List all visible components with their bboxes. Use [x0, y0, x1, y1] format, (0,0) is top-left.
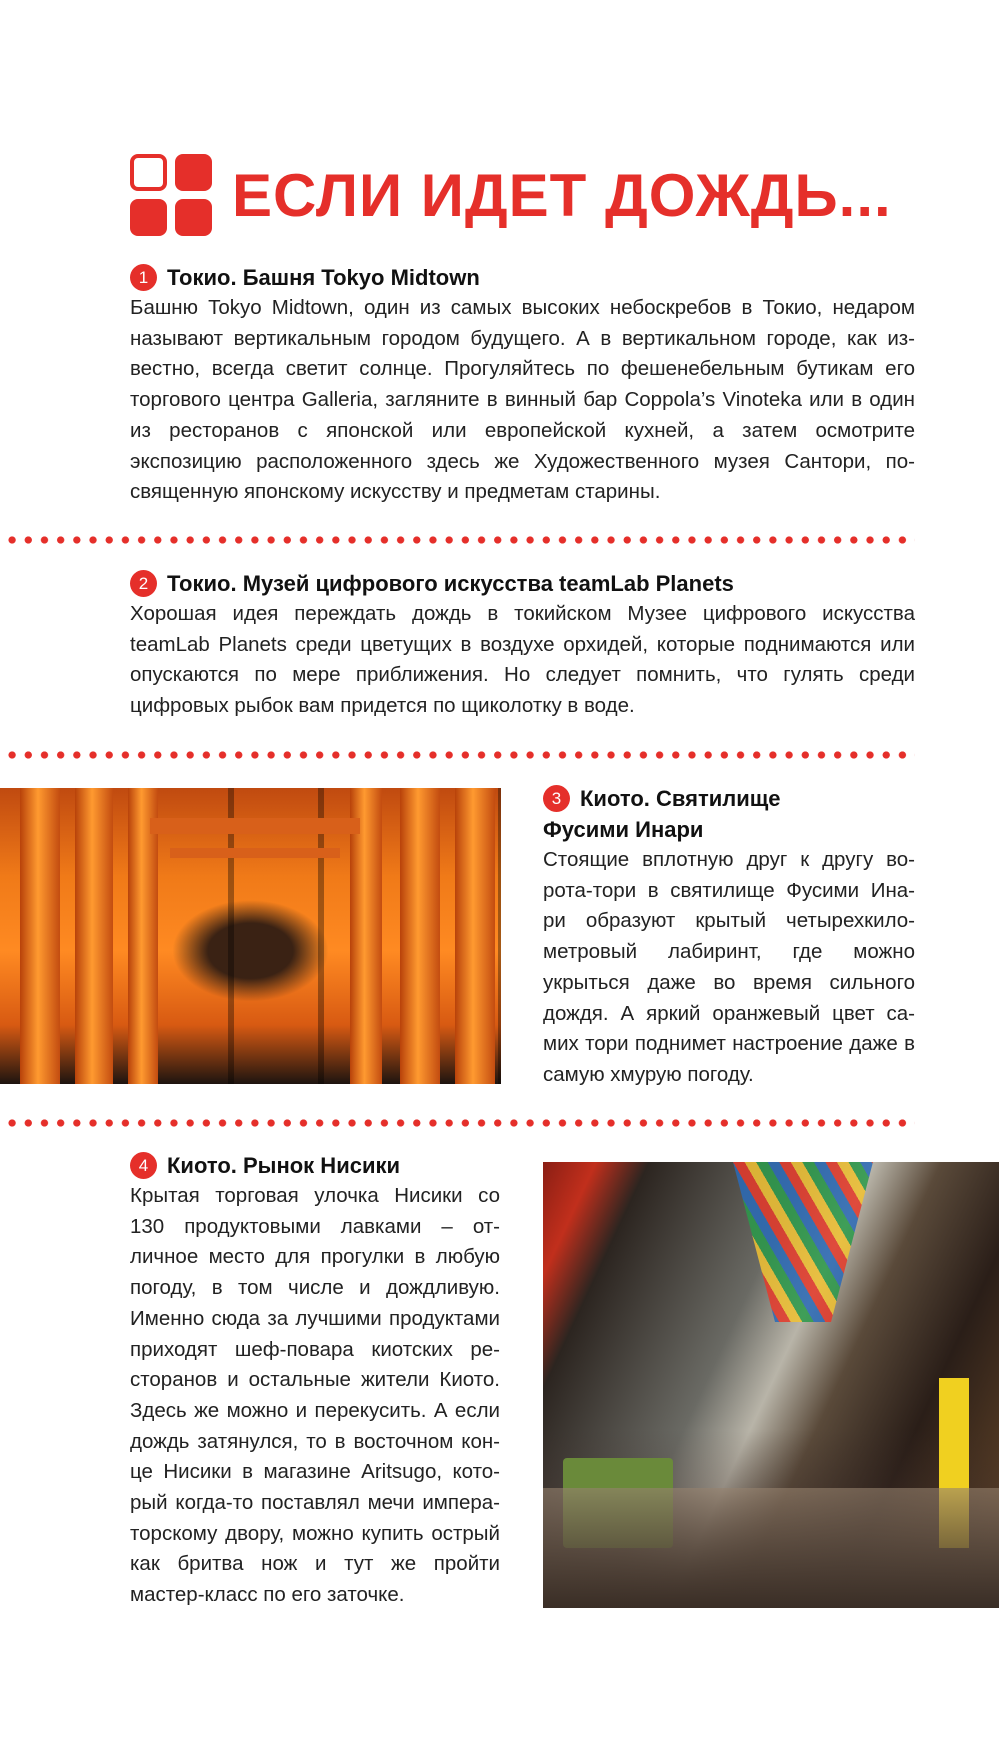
heading-text: Токио. Музей цифрового искусства teamLab Planets: [167, 571, 734, 596]
section-2: [130, 568, 915, 722]
section-1: [130, 262, 915, 508]
section-text: Стоящие вплотную друг к другу во- рота-тори в святилище Фусими Ина- ри образуют крытый четырехкило- метровый лабиринт, где можно укрыться даже во время сильного дождя. А яркий оранжевый цвет са- мих тори поднимет настроение даже в самую хмурую погоду.: [543, 848, 915, 1086]
section-heading: [130, 262, 915, 293]
section-heading: [130, 568, 915, 599]
heading-text: Киото. Рынок Нисики: [167, 1153, 401, 1178]
nishiki-market-photo: [543, 1162, 999, 1608]
page-header: [130, 155, 892, 235]
section-4: [130, 1150, 500, 1611]
grid-logo-icon: [130, 154, 212, 236]
number-badge: 2: [130, 570, 157, 597]
page-title: ЕСЛИ ИДЕТ ДОЖДЬ...: [232, 161, 892, 229]
torii-gates-photo: [0, 788, 501, 1084]
dotted-divider: [0, 750, 915, 760]
section-heading: [130, 1150, 500, 1181]
section-text: Башню Tokyo Midtown, один из самых высоких небоскребов в Токио, недаром называют вертикальным городом будущего. А в вертикальном городе, как из- вестно, всегда светит солнце. Прогуляйтесь по фешенебельным бутикам его торгового центра Galleria, загляните в винный бар Coppola’s Vinoteka или в один из ресторанов с японской или европейской кухней, а затем осмотрите экспозицию расположенного здесь же Художественного музея Сантори, по- священную японскому искусству и предметам старины.: [130, 296, 915, 504]
number-badge: 3: [543, 785, 570, 812]
section-heading: [543, 783, 915, 845]
number-badge: 1: [130, 264, 157, 291]
section-3: [543, 783, 915, 1091]
dotted-divider: [0, 1118, 915, 1128]
heading-text: Киото. Святилище Фусими Инари: [543, 786, 781, 842]
section-text: Крытая торговая улочка Нисики со 130 продуктовыми лавками – от- личное место для прогулки в любую погоду, в том числе и дождливую. Именно сюда за лучшими продуктами приходят шеф-повара киотских ре- сторанов и остальные жители Киото. Здесь же можно и перекусить. А если дождь затянулся, то в восточном кон- це Нисики в магазине Aritsugo, кото- рый когда-то поставлял мечи импера- торскому двору, можно купить острый как бритва нож и тут же пройти мастер-класс по его заточке.: [130, 1184, 500, 1607]
heading-text: Токио. Башня Tokyo Midtown: [167, 265, 480, 290]
number-badge: 4: [130, 1152, 157, 1179]
dotted-divider: [0, 535, 915, 545]
section-text: Хорошая идея переждать дождь в токийском Музее цифрового искусства teamLab Planets среди цветущих в воздухе орхидей, которые поднимаются или опускаются по мере приближения. Но следует помнить, что гулять среди цифровых рыбок вам придется по щиколотку в воде.: [130, 602, 916, 718]
